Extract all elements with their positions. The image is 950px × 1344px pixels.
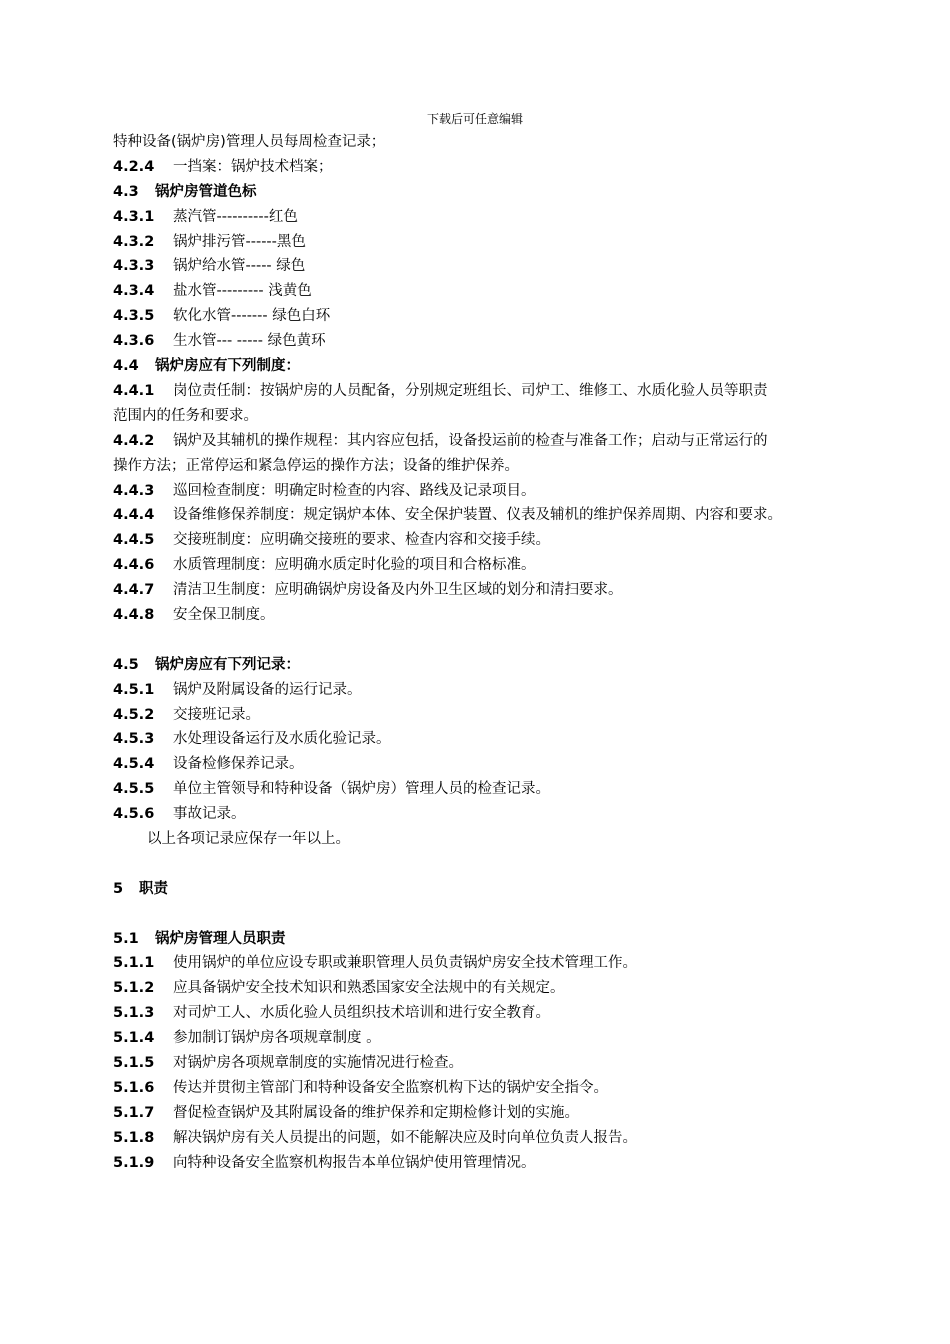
clause-item [113, 1051, 873, 1076]
clause-text-continued: 操作方法；正常停运和紧急停运的操作方法；设备的维护保养。 [113, 457, 519, 474]
clause-number: 4.5.5 [113, 781, 155, 798]
clause-number: 4.4.7 [113, 582, 155, 599]
blank-line [113, 628, 873, 653]
text-line: 特种设备(锅炉房)管理人员每周检查记录； [113, 134, 386, 150]
clause-number: 4.5.1 [113, 681, 155, 698]
clause-number: 5.1.1 [113, 955, 155, 972]
clause-text: 锅炉排污管------黑色 [173, 233, 306, 250]
clause-item [113, 727, 873, 752]
clause-number: 5.1.6 [113, 1079, 155, 1096]
clause-item [113, 678, 873, 703]
clause-text: 软化水管------- 绿色白环 [173, 308, 331, 325]
clause-item [113, 1026, 873, 1051]
heading-title: 锅炉房管道色标 [155, 183, 257, 200]
clause-item [113, 1101, 873, 1126]
clause-number: 4.5.6 [113, 806, 155, 823]
clause-item [113, 1076, 873, 1101]
clause-text: 对锅炉房各项规章制度的实施情况进行检查。 [173, 1055, 463, 1072]
clause-item [113, 1001, 873, 1026]
clause-number: 4.5.4 [113, 756, 155, 773]
clause-item [113, 951, 873, 976]
clause-number: 4.5.3 [113, 731, 155, 748]
clause-item [113, 254, 873, 279]
clause-number: 4.4.6 [113, 557, 155, 574]
subsection-heading [113, 180, 873, 205]
clause-text: 锅炉及附属设备的运行记录。 [173, 681, 362, 698]
clause-text: 设备维修保养制度：规定锅炉本体、安全保护装置、仪表及辅机的维护保养周期、内容和要求。 [173, 507, 782, 524]
clause-text: 使用锅炉的单位应设专职或兼职管理人员负责锅炉房安全技术管理工作。 [173, 955, 637, 972]
clause-number: 4.3.2 [113, 233, 155, 250]
clause-text: 督促检查锅炉及其附属设备的维护保养和定期检修计划的实施。 [173, 1104, 579, 1121]
clause-item [113, 379, 873, 429]
clause-item [113, 752, 873, 777]
clause-number: 4.3.1 [113, 208, 155, 225]
blank-line [113, 852, 873, 877]
clause-text: 盐水管--------- 浅黄色 [173, 283, 312, 300]
clause-number: 4.2.4 [113, 158, 155, 175]
clause-text: 解决锅炉房有关人员提出的问题，如不能解决应及时向单位负责人报告。 [173, 1129, 637, 1146]
heading-number: 4.3 [113, 183, 139, 200]
subsection-heading [113, 927, 873, 952]
clause-number: 5.1.5 [113, 1055, 155, 1072]
clause-item [113, 479, 873, 504]
clause-text: 应具备锅炉安全技术知识和熟悉国家安全法规中的有关规定。 [173, 980, 565, 997]
clause-item [113, 155, 873, 180]
clause-number: 4.4.1 [113, 382, 155, 399]
clause-item [113, 777, 873, 802]
clause-text: 对司炉工人、水质化验人员组织技术培训和进行安全教育。 [173, 1005, 550, 1022]
clause-number: 5.1.7 [113, 1104, 155, 1121]
clause-number: 5.1.2 [113, 980, 155, 997]
clause-item [113, 230, 873, 255]
heading-number: 5 [113, 880, 124, 897]
document-body [113, 130, 873, 1175]
clause-text: 传达并贯彻主管部门和特种设备安全监察机构下达的锅炉安全指令。 [173, 1079, 608, 1096]
heading-title: 锅炉房应有下列记录： [155, 656, 300, 673]
section-heading [113, 877, 873, 902]
clause-item [113, 1126, 873, 1151]
heading-number: 4.5 [113, 656, 139, 673]
heading-title: 职责 [139, 880, 168, 897]
clause-item [113, 503, 873, 528]
clause-number: 5.1.4 [113, 1030, 155, 1047]
subsection-heading [113, 653, 873, 678]
clause-number: 4.4.5 [113, 532, 155, 549]
heading-number: 5.1 [113, 930, 139, 947]
clause-number: 4.4.2 [113, 432, 155, 449]
note-line: 以上各项记录应保存一年以上。 [147, 831, 350, 847]
subsection-heading [113, 354, 873, 379]
clause-text: 单位主管领导和特种设备（锅炉房）管理人员的检查记录。 [173, 781, 550, 798]
clause-text: 交接班记录。 [173, 706, 260, 723]
clause-item [113, 553, 873, 578]
clause-item [113, 578, 873, 603]
clause-number: 4.4.3 [113, 482, 155, 499]
page-header: 下载后可任意编辑 [426, 112, 523, 126]
clause-item [113, 1151, 873, 1176]
clause-item [113, 429, 873, 479]
clause-text: 锅炉给水管----- 绿色 [173, 258, 306, 275]
clause-number: 4.5.2 [113, 706, 155, 723]
clause-text: 清洁卫生制度：应明确锅炉房设备及内外卫生区域的划分和清扫要求。 [173, 582, 623, 599]
clause-number: 4.4.4 [113, 507, 155, 524]
clause-text: 岗位责任制：按锅炉房的人员配备，分别规定班组长、司炉工、维修工、水质化验人员等职责 [173, 382, 768, 399]
clause-text: 一挡案：锅炉技术档案； [173, 158, 333, 175]
clause-text: 交接班制度：应明确交接班的要求、检查内容和交接手续。 [173, 532, 550, 549]
heading-title: 锅炉房应有下列制度： [155, 358, 300, 375]
clause-item [113, 603, 873, 628]
clause-text: 参加制订锅炉房各项规章制度 。 [173, 1030, 381, 1047]
clause-item [113, 802, 873, 827]
clause-item [113, 703, 873, 728]
clause-item [113, 976, 873, 1001]
heading-number: 4.4 [113, 358, 139, 375]
clause-item [113, 279, 873, 304]
heading-title: 锅炉房管理人员职责 [155, 930, 286, 947]
clause-number: 4.4.8 [113, 606, 155, 623]
clause-text: 生水管--- ----- 绿色黄环 [173, 333, 326, 350]
clause-number: 4.3.5 [113, 308, 155, 325]
clause-item [113, 528, 873, 553]
clause-item [113, 304, 873, 329]
clause-text-continued: 范围内的任务和要求。 [113, 407, 258, 424]
clause-text: 锅炉及其辅机的操作规程：其内容应包括，设备投运前的检查与准备工作；启动与正常运行的 [173, 432, 768, 449]
clause-text: 安全保卫制度。 [173, 606, 275, 623]
clause-number: 4.3.6 [113, 333, 155, 350]
clause-number: 5.1.3 [113, 1005, 155, 1022]
clause-text: 设备检修保养记录。 [173, 756, 304, 773]
clause-item [113, 329, 873, 354]
clause-text: 巡回检查制度：明确定时检查的内容、路线及记录项目。 [173, 482, 536, 499]
clause-text: 水质管理制度：应明确水质定时化验的项目和合格标准。 [173, 557, 536, 574]
blank-line [113, 902, 873, 927]
clause-number: 5.1.9 [113, 1154, 155, 1171]
clause-number: 4.3.3 [113, 258, 155, 275]
clause-text: 事故记录。 [173, 806, 246, 823]
clause-text: 向特种设备安全监察机构报告本单位锅炉使用管理情况。 [173, 1154, 536, 1171]
clause-number: 5.1.8 [113, 1129, 155, 1146]
clause-text: 水处理设备运行及水质化验记录。 [173, 731, 391, 748]
clause-text: 蒸汽管----------红色 [173, 208, 298, 225]
clause-item [113, 205, 873, 230]
clause-number: 4.3.4 [113, 283, 155, 300]
